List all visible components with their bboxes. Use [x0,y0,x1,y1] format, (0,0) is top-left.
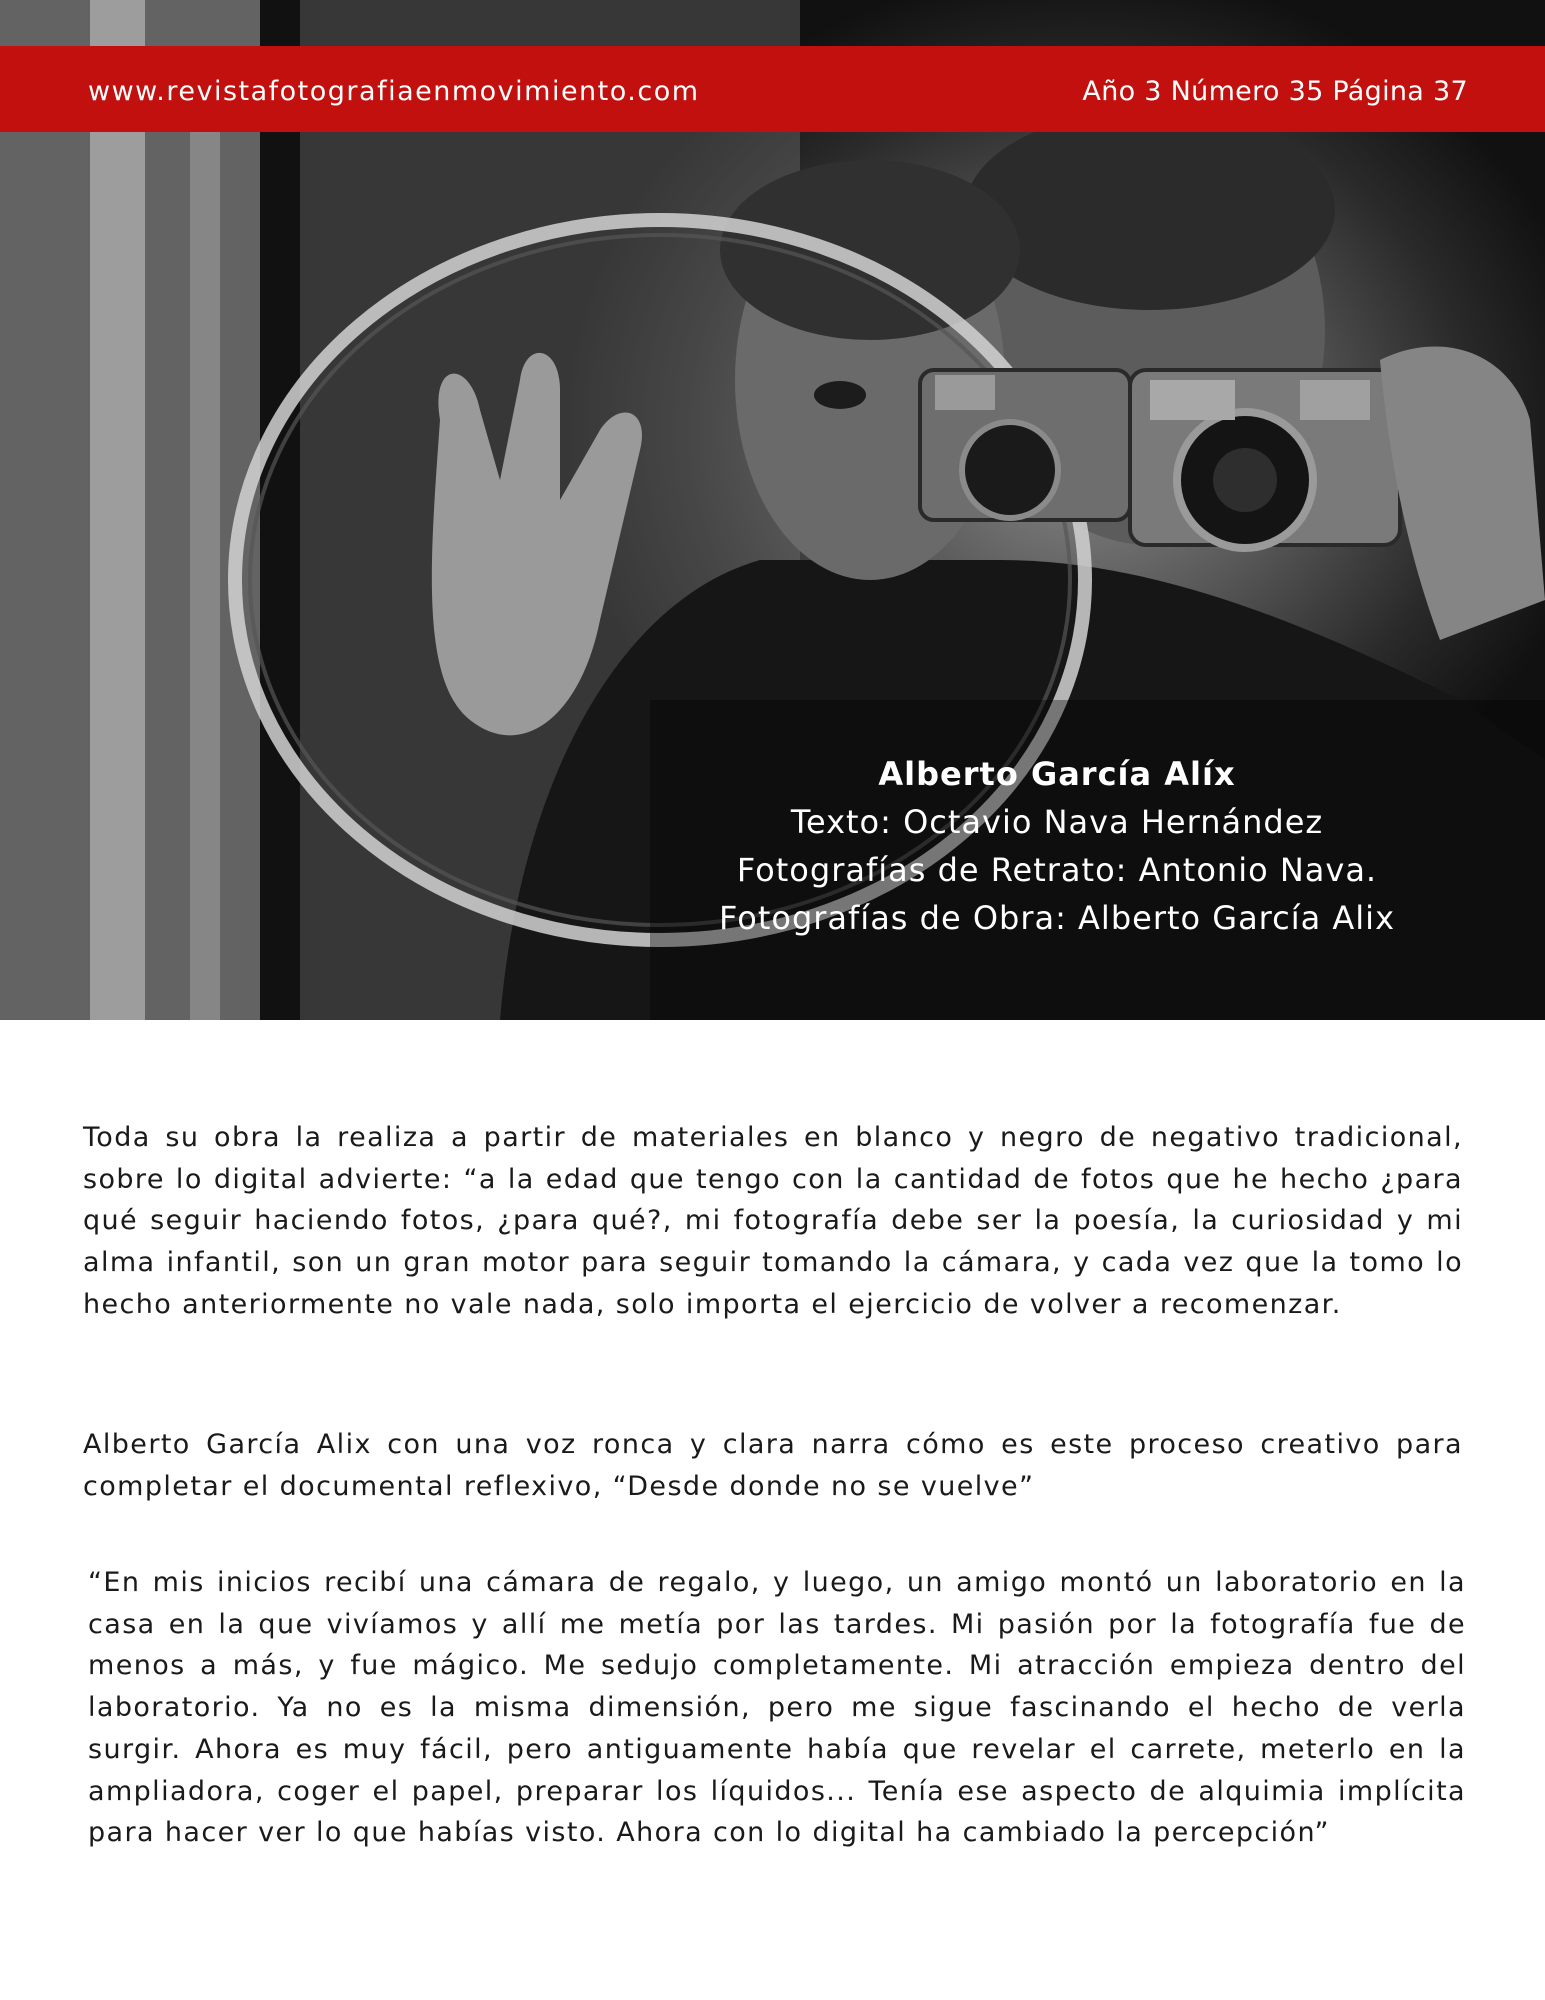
text-credit: Texto: Octavio Nava Hernández [790,803,1324,841]
issue-info: Año 3 Número 35 Página 37 [1082,76,1468,107]
article-paragraph-3: “En mis inicios recibí una cámara de regalo, y luego, un amigo montó un laboratorio en la casa en la que vivíamos y allí me metía por las tardes. Mi pasión por la fotografía fue de menos a más, y fue mágico. Me sedujo completamente. Mi atracción empieza dentro del laboratorio. Ya no es la misma dimensión, pero me sigue fascinando el hecho de verla surgir. Ahora es muy fácil, pero antiguamente había que revelar el carrete, meterlo en la ampliadora, coger el papel, preparar los líquidos... Tenía ese aspecto de alquimia implícita para hacer ver lo que habías visto. Ahora con lo digital ha cambiado la percepción” [88,1567,1466,1849]
header-band [0,46,1545,132]
article-paragraph-2: Alberto García Alix con una voz ronca y clara narra cómo es este proceso creativo para completar el documental reflexivo, “Desde donde no se vuelve” [83,1429,1463,1502]
work-photo-credit: Fotografías de Obra: Alberto García Alix [718,899,1395,937]
site-url: www.revistafotografiaenmovimiento.com [88,76,700,107]
article-title: Alberto García Alíx [878,755,1236,793]
photo-caption [677,750,1437,942]
article-paragraph-1: Toda su obra la realiza a partir de materiales en blanco y negro de negativo tradicional, sobre lo digital advierte: “a la edad que tengo con la cantidad de fotos que he hecho ¿para qué seguir haciendo fotos, ¿para qué?, mi fotografía debe ser la poesía, la curiosidad y mi alma infantil, son un gran motor para seguir tomando la cámara, y cada vez que la tomo lo hecho anteriormente no vale nada, solo importa el ejercicio de volver a recomenzar. [83,1122,1463,1320]
portrait-photo-credit: Fotografías de Retrato: Antonio Nava. [736,851,1378,889]
